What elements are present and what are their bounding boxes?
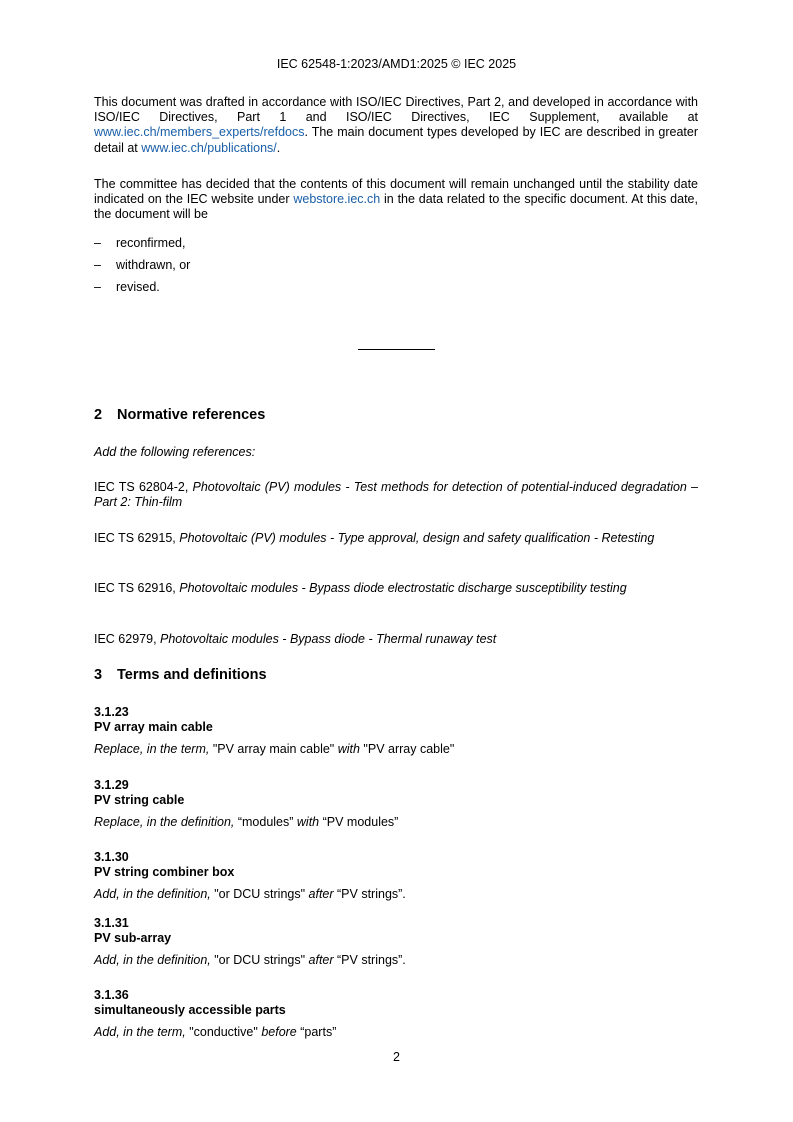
term-instruction xyxy=(94,953,406,967)
list-dash: – xyxy=(94,258,101,272)
instruction-verb: Replace, in the term, xyxy=(94,742,210,756)
instruction-verb: Add, in the definition, xyxy=(94,953,211,967)
refdocs-link[interactable]: www.iec.ch/members_experts/refdocs xyxy=(94,125,305,140)
instruction-text: “PV strings”. xyxy=(333,887,406,901)
section-heading xyxy=(94,407,265,423)
separator-line xyxy=(358,349,435,350)
instruction-text: "or DCU strings" xyxy=(210,887,309,901)
reference-item xyxy=(94,531,698,546)
term-name: PV string cable xyxy=(94,793,185,807)
term-number: 3.1.30 xyxy=(94,850,129,864)
term-name: simultaneously accessible parts xyxy=(94,1003,286,1017)
list-item xyxy=(94,258,190,272)
section-heading xyxy=(94,667,267,683)
section-title: Terms and definitions xyxy=(117,667,267,683)
webstore-link[interactable]: webstore.iec.ch xyxy=(293,192,381,207)
text: This document was drafted in accordance with ISO/IEC Directives, Part 2, and developed in accordance with ISO/IEC Directives, Part 1 and ISO/IEC Directives, IEC Supplement, available at xyxy=(94,95,698,125)
instruction-text: "or DCU strings" xyxy=(210,953,309,967)
term-instruction xyxy=(94,742,454,756)
term-instruction xyxy=(94,887,406,901)
page-number: 2 xyxy=(393,1050,400,1064)
term-name: PV sub-array xyxy=(94,931,172,945)
instruction-text: "PV array cable" xyxy=(359,742,455,756)
term-number: 3.1.36 xyxy=(94,988,129,1002)
list-item xyxy=(94,280,160,294)
publications-link[interactable]: www.iec.ch/publications/ xyxy=(141,140,277,155)
list-item-text: reconfirmed, xyxy=(116,236,186,250)
reference-code: IEC TS 62804-2, xyxy=(94,480,193,494)
instruction-keyword: with xyxy=(337,742,360,756)
text: The committee has decided that the contents of this document will remain unchanged until the stability date indicated on the IEC website under xyxy=(94,177,698,207)
page-header: IEC 62548-1:2023/AMD1:2025 © IEC 2025 xyxy=(276,57,517,71)
term-number: 3.1.31 xyxy=(94,916,129,930)
reference-code: IEC TS 62915, xyxy=(94,531,180,545)
list-item-text: revised. xyxy=(116,280,160,294)
instruction-verb: Add, in the term, xyxy=(94,1025,186,1039)
reference-title: Photovoltaic modules - Bypass diode - Thermal runaway test xyxy=(160,632,497,646)
list-dash: – xyxy=(94,280,101,294)
reference-item xyxy=(94,581,698,596)
instruction-text: "conductive" xyxy=(185,1025,262,1039)
list-item-text: withdrawn, or xyxy=(116,258,191,272)
reference-code: IEC 62979, xyxy=(94,632,161,646)
text: in the data related to the specific document. At this date, the document will be xyxy=(94,192,698,222)
instruction-text: “PV strings”. xyxy=(333,953,406,967)
term-name: PV array main cable xyxy=(94,720,213,734)
foreword-paragraph-2 xyxy=(94,177,698,223)
reference-code: IEC TS 62916, xyxy=(94,581,180,595)
term-instruction xyxy=(94,815,398,829)
reference-title: Photovoltaic (PV) modules - Test methods for detection of potential-induced degradation – Part 2: Thin-film xyxy=(94,480,699,510)
reference-item xyxy=(94,632,698,647)
term-number: 3.1.29 xyxy=(94,778,129,792)
reference-item xyxy=(94,480,698,510)
instruction-text: “parts” xyxy=(296,1025,337,1039)
instruction-verb: Replace, in the definition, xyxy=(94,815,235,829)
section-number: 3 xyxy=(94,667,103,683)
instruction-keyword: before xyxy=(261,1025,297,1039)
section-intro: Add the following references: xyxy=(94,445,256,459)
reference-title: Photovoltaic (PV) modules - Type approval, design and safety qualification - Retesting xyxy=(179,531,655,545)
term-name: PV string combiner box xyxy=(94,865,235,879)
term-number: 3.1.23 xyxy=(94,705,129,719)
term-instruction xyxy=(94,1025,336,1039)
text: . xyxy=(276,140,281,155)
instruction-verb: Add, in the definition, xyxy=(94,887,211,901)
reference-title: Photovoltaic modules - Bypass diode electrostatic discharge susceptibility testing xyxy=(179,581,627,595)
list-item xyxy=(94,236,185,250)
instruction-text: “modules” xyxy=(234,815,297,829)
text: . The main document types developed by IEC are described in greater detail at xyxy=(94,125,698,155)
instruction-keyword: after xyxy=(308,887,334,901)
foreword-paragraph-1 xyxy=(94,95,698,156)
section-title: Normative references xyxy=(117,407,266,423)
instruction-keyword: with xyxy=(296,815,320,829)
instruction-text: "PV array main cable" xyxy=(209,742,338,756)
instruction-keyword: after xyxy=(308,953,334,967)
list-dash: – xyxy=(94,236,101,250)
instruction-text: “PV modules” xyxy=(319,815,399,829)
section-number: 2 xyxy=(94,407,103,423)
